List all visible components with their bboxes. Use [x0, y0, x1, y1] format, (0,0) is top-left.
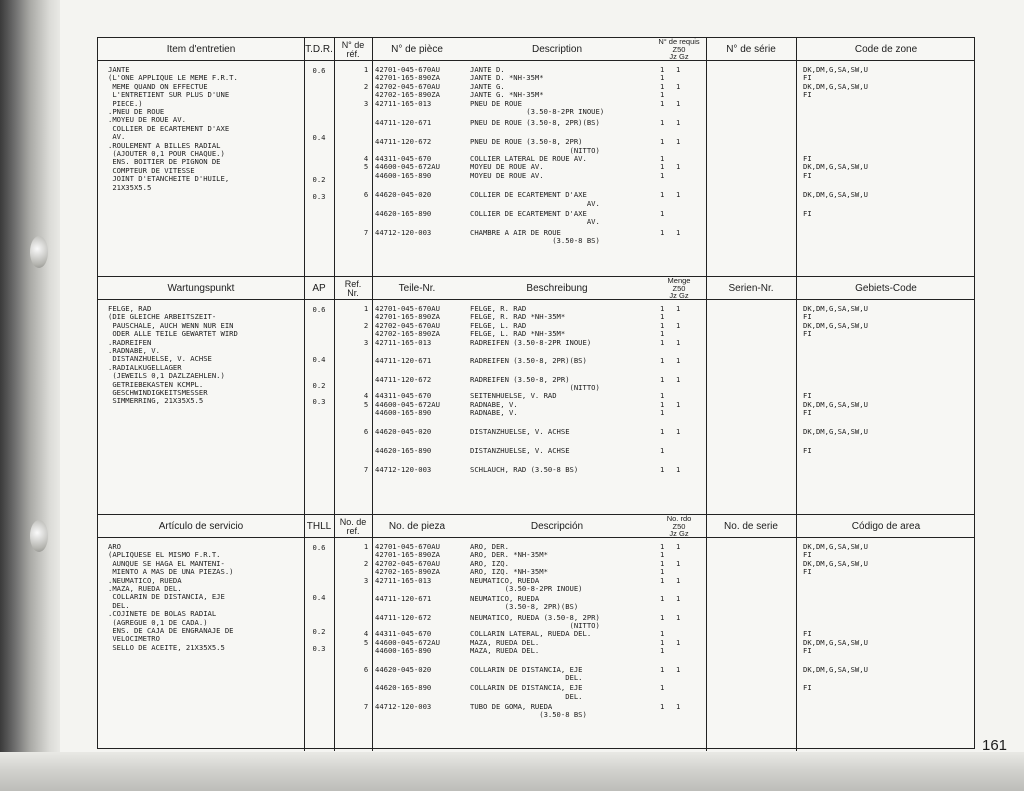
header-desc: Description — [531, 44, 583, 55]
zone-code: DK,DM,G,SA,SW,U — [803, 65, 868, 74]
qty-gz: 1 — [676, 701, 681, 711]
part-number: 44711-120-672 — [375, 612, 432, 622]
part-description: COLLARIN DE DISTANCIA, EJE — [470, 664, 583, 674]
ref-number: 2 — [363, 558, 369, 568]
part-description: PNEU DE ROUE (3.50-8, 2PR) — [470, 137, 583, 147]
part-description: ARO, IZQ. — [470, 558, 509, 568]
qty-gz: 1 — [676, 337, 681, 347]
qty-jz: 1 — [660, 329, 665, 339]
part-number: 44620-165-890 — [375, 208, 432, 218]
part-description: PNEU DE ROUE (3.50-8, 2PR)(BS) — [470, 117, 600, 127]
part-description: AV. — [470, 217, 600, 227]
interval-value: 0.2 — [312, 175, 326, 185]
zone-code: DK,DM,G,SA,SW,U — [803, 542, 868, 551]
header-qty-line: Jz Gz — [669, 291, 689, 301]
header-ref-line: réf. — [346, 48, 360, 59]
qty-gz: 1 — [676, 117, 681, 127]
qty-jz: 1 — [660, 90, 665, 100]
qty-jz: 1 — [660, 594, 665, 604]
qty-gz: 1 — [676, 227, 681, 237]
zone-code: FI — [803, 646, 812, 656]
part-number: 42711-165-013 — [375, 337, 432, 347]
qty-jz: 1 — [660, 550, 665, 560]
service-item-text: ARO (APLIQUESE EL MISMO F.R.T. AUNQUE SE HAGA EL MANTENI- MIENTO A MAS DE UNA PIEZAS.) .NEUMATICO, RUEDA .MAZA, RUEDA DEL. COLLARIN DE DISTANCIA, EJE DEL. .COJINETE DE BOLAS RADIAL (AGREGUE 0,1 DE CADA.) ENS. DE CAJA DE ENGRANAJE DE VELOCIMETRO SELLO DE ACEITE, 21X35X5.5 — [108, 542, 234, 652]
qty-jz: 1 — [660, 227, 665, 237]
qty-gz: 1 — [676, 664, 681, 674]
header-qty-line: Jz Gz — [669, 52, 689, 62]
service-item-text: FELGE, RAD (DIE GLEICHE ARBEITSZEIT- PAUSCHALE, AUCH WENN NUR EIN ODER ALLE TEILE GEWARTET WIRD .RADREIFEN .RADNABE, V. DISTANZHUELSE, V. ACHSE .RADIALKUGELLAGER (JEWEILS 0,1 DAZLZAEHLEN.) GETRIEBEKASTEN KCMPL. GESCHWINDIGKEITSMESSER SIMMERRING, 21X35X5.5 — [108, 304, 238, 406]
part-number: 42701-045-670AU — [375, 542, 440, 551]
part-number: 42711-165-013 — [375, 98, 432, 108]
qty-jz: 1 — [660, 137, 665, 147]
qty-jz: 1 — [660, 542, 665, 551]
header-service: Wartungspunkt — [167, 283, 235, 294]
column-divider — [706, 277, 707, 515]
qty-gz: 1 — [676, 558, 681, 568]
part-description: COLLIER DE ECARTEMENT D'AXE — [470, 190, 587, 200]
zone-code: FI — [803, 73, 812, 83]
column-divider — [372, 38, 373, 276]
qty-jz: 1 — [660, 701, 665, 711]
interval-value: 0.4 — [312, 133, 326, 143]
part-description: NEUMATICO, RUEDA — [470, 594, 540, 604]
qty-gz: 1 — [676, 637, 681, 647]
header-qty — [652, 38, 706, 61]
qty-gz: 1 — [676, 612, 681, 622]
part-number: 42701-045-670AU — [375, 65, 440, 74]
part-description: RADREIFEN (3.50-8, 2PR)(BS) — [470, 356, 587, 366]
part-description: RADNABE, V. — [470, 408, 518, 418]
part-description: DISTANZHUELSE, V. ACHSE — [470, 426, 570, 436]
part-description: COLLIER DE ECARTEMENT D'AXE — [470, 208, 587, 218]
part-description: ARO, DER. — [470, 542, 509, 551]
header-interval: AP — [312, 283, 326, 294]
qty-gz: 1 — [676, 304, 681, 313]
section-french — [98, 38, 974, 276]
header-serial: N° de série — [726, 44, 776, 55]
qty-jz: 1 — [660, 646, 665, 656]
column-divider — [334, 277, 335, 515]
part-number: 44600-045-672AU — [375, 637, 440, 647]
qty-gz: 1 — [676, 374, 681, 384]
zone-code: DK,DM,G,SA,SW,U — [803, 162, 868, 172]
zone-code: FI — [803, 550, 812, 560]
header-ref-line: ref. — [346, 525, 360, 536]
qty-jz: 1 — [660, 356, 665, 366]
qty-gz: 1 — [676, 356, 681, 366]
part-description: JANTE D. *NH-35M* — [470, 73, 544, 83]
header-service: Artículo de servicio — [158, 521, 244, 532]
part-description: JANTE D. — [470, 65, 505, 74]
qty-gz: 1 — [676, 426, 681, 436]
qty-jz: 1 — [660, 408, 665, 418]
part-description: DEL. — [470, 691, 583, 701]
ref-number: 1 — [363, 542, 369, 551]
header-zone: Código de area — [851, 521, 921, 532]
section-header — [98, 515, 974, 538]
qty-jz: 1 — [660, 664, 665, 674]
qty-gz: 1 — [676, 575, 681, 585]
header-interval: T.D.R. — [305, 44, 333, 55]
qty-jz: 1 — [660, 73, 665, 83]
qty-gz: 1 — [676, 137, 681, 147]
qty-jz: 1 — [660, 558, 665, 568]
qty-jz: 1 — [660, 98, 665, 108]
zone-code: FI — [803, 391, 812, 401]
part-number: 44620-045-020 — [375, 190, 432, 200]
header-ref — [334, 277, 372, 300]
qty-jz: 1 — [660, 629, 665, 639]
part-description: (3.50-8-2PR INOUE) — [470, 584, 583, 593]
part-description: COLLARIN DE DISTANCIA, EJE — [470, 683, 583, 693]
part-number: 42702-165-890ZA — [375, 90, 440, 100]
header-qty-line: Menge — [667, 276, 691, 286]
part-description: NEUMATICO, RUEDA (3.50-8, 2PR) — [470, 612, 600, 622]
ref-number: 7 — [363, 227, 369, 237]
part-description: DEL. — [470, 673, 583, 683]
section-header — [98, 277, 974, 300]
qty-jz: 1 — [660, 637, 665, 647]
header-qty-line: No. rdo — [666, 514, 692, 524]
qty-jz: 1 — [660, 465, 665, 475]
ref-number: 4 — [363, 629, 369, 639]
section-header — [98, 38, 974, 61]
header-qty-line: Z50 — [672, 283, 686, 293]
qty-jz: 1 — [660, 312, 665, 322]
qty-jz: 1 — [660, 374, 665, 384]
header-ref-line: N° de — [341, 39, 365, 50]
part-description: MOYEU DE ROUE AV. — [470, 162, 544, 172]
header-qty-line: Z50 — [672, 521, 686, 531]
part-description: SEITENHUELSE, V. RAD — [470, 391, 557, 401]
ref-number: 5 — [363, 637, 369, 647]
parts-table — [97, 37, 975, 749]
qty-jz: 1 — [660, 117, 665, 127]
part-number: 44620-045-020 — [375, 664, 432, 674]
part-number: 44620-165-890 — [375, 683, 432, 693]
zone-code: DK,DM,G,SA,SW,U — [803, 320, 868, 330]
part-number: 44600-045-672AU — [375, 162, 440, 172]
part-description: RADREIFEN (3.50-8-2PR INOUE) — [470, 337, 592, 347]
qty-jz: 1 — [660, 304, 665, 313]
part-description: MOYEU DE ROUE AV. — [470, 170, 544, 180]
header-zone: Gebiets-Code — [855, 283, 917, 294]
part-description: FELGE, R. RAD *NH-35M* — [470, 312, 566, 322]
part-description: RADNABE, V. — [470, 399, 518, 409]
ref-number: 1 — [363, 304, 369, 313]
part-description: (NITTO) — [470, 145, 600, 155]
qty-gz: 1 — [676, 98, 681, 108]
column-divider — [796, 38, 797, 276]
part-number: 42702-045-670AU — [375, 320, 440, 330]
part-number: 44311-045-670 — [375, 391, 432, 401]
header-interval: THLL — [306, 521, 332, 532]
interval-value: 0.2 — [312, 627, 326, 636]
column-divider — [796, 515, 797, 751]
part-number: 44620-045-020 — [375, 426, 432, 436]
interval-value: 0.3 — [312, 192, 326, 201]
qty-gz: 1 — [676, 65, 681, 74]
zone-code: DK,DM,G,SA,SW,U — [803, 426, 868, 436]
page-number: 161 — [982, 737, 1008, 754]
part-description: (3.50-8-2PR INOUE) — [470, 107, 605, 116]
zone-code: FI — [803, 208, 812, 218]
part-description: ARO, DER. *NH-35M* — [470, 550, 548, 560]
ref-number: 4 — [363, 154, 369, 164]
part-number: 42702-045-670AU — [375, 81, 440, 91]
zone-code: FI — [803, 408, 812, 418]
qty-jz: 1 — [660, 65, 665, 74]
qty-jz: 1 — [660, 575, 665, 585]
part-description: (3.50-8 BS) — [470, 236, 600, 246]
part-description: JANTE G. *NH-35M* — [470, 90, 544, 100]
interval-value: 0.2 — [312, 380, 326, 390]
zone-code: DK,DM,G,SA,SW,U — [803, 558, 868, 568]
part-number: 44711-120-672 — [375, 374, 432, 384]
part-description: (3.50-8, 2PR)(BS) — [470, 602, 579, 612]
header-part: No. de pieza — [388, 521, 446, 532]
part-number: 44311-045-670 — [375, 154, 432, 164]
zone-code: DK,DM,G,SA,SW,U — [803, 664, 868, 674]
binder-ring-top — [30, 236, 48, 268]
part-description: MAZA, RUEDA DEL. — [470, 646, 540, 656]
qty-gz: 1 — [676, 162, 681, 172]
qty-jz: 1 — [660, 612, 665, 622]
section-spanish — [98, 514, 974, 750]
part-number: 44711-120-672 — [375, 137, 432, 147]
part-description: MAZA, RUEDA DEL. — [470, 637, 540, 647]
header-qty-line: Z50 — [672, 44, 686, 54]
part-number: 44711-120-671 — [375, 356, 432, 366]
interval-value: 0.4 — [312, 593, 326, 603]
header-serial: Serien-Nr. — [728, 283, 774, 294]
part-description: AV. — [470, 198, 600, 208]
qty-jz: 1 — [660, 391, 665, 401]
interval-value: 0.6 — [312, 543, 326, 552]
header-qty — [652, 515, 706, 538]
column-divider — [372, 515, 373, 751]
binder-ring-bottom — [30, 520, 48, 552]
part-number: 44712-120-003 — [375, 227, 432, 237]
part-number: 44712-120-003 — [375, 465, 432, 475]
zone-code: FI — [803, 445, 812, 455]
part-description: FELGE, R. RAD — [470, 304, 527, 313]
part-description: FELGE, L. RAD *NH-35M* — [470, 329, 566, 339]
part-number: 42701-165-890ZA — [375, 550, 440, 560]
header-qty-line: Jz Gz — [669, 529, 689, 539]
header-desc: Descripción — [530, 521, 584, 532]
ref-number: 2 — [363, 320, 369, 330]
qty-jz: 1 — [660, 445, 665, 455]
qty-gz: 1 — [676, 594, 681, 604]
zone-code: FI — [803, 329, 812, 339]
qty-gz: 1 — [676, 399, 681, 409]
part-number: 42702-165-890ZA — [375, 567, 440, 577]
part-description: TUBO DE GOMA, RUEDA — [470, 701, 553, 711]
qty-jz: 1 — [660, 567, 665, 577]
interval-value: 0.3 — [312, 643, 326, 653]
ref-number: 1 — [363, 65, 369, 74]
ref-number: 3 — [363, 98, 369, 108]
ref-number: 6 — [363, 190, 369, 200]
zone-code: FI — [803, 90, 812, 100]
part-number: 44711-120-671 — [375, 117, 432, 127]
header-ref — [334, 515, 372, 538]
part-number: 44711-120-671 — [375, 594, 432, 604]
ref-number: 7 — [363, 701, 369, 711]
interval-value: 0.6 — [312, 305, 326, 314]
part-number: 42701-165-890ZA — [375, 73, 440, 83]
zone-code: DK,DM,G,SA,SW,U — [803, 637, 868, 647]
page-bottom-shadow — [0, 752, 1024, 791]
header-part: Teile-Nr. — [398, 283, 436, 294]
header-part: N° de pièce — [391, 44, 443, 55]
column-divider — [334, 515, 335, 751]
part-description: ARO, IZQ. *NH-35M* — [470, 567, 548, 577]
zone-code: FI — [803, 683, 812, 693]
header-ref — [334, 38, 372, 61]
qty-gz: 1 — [676, 465, 681, 475]
qty-gz: 1 — [676, 81, 681, 91]
part-number: 42711-165-013 — [375, 575, 432, 585]
part-description: (3.50-8 BS) — [470, 710, 587, 719]
header-ref-line: Nr. — [347, 287, 359, 298]
ref-number: 5 — [363, 162, 369, 172]
qty-gz: 1 — [676, 190, 681, 200]
qty-jz: 1 — [660, 399, 665, 409]
ref-number: 3 — [363, 575, 369, 585]
qty-jz: 1 — [660, 426, 665, 436]
ref-number: 4 — [363, 391, 369, 401]
qty-jz: 1 — [660, 154, 665, 164]
part-number: 44712-120-003 — [375, 701, 432, 711]
part-description: (NITTO) — [470, 382, 600, 392]
interval-value: 0.6 — [312, 66, 326, 75]
qty-jz: 1 — [660, 320, 665, 330]
ref-number: 5 — [363, 399, 369, 409]
part-number: 44600-165-890 — [375, 170, 432, 180]
column-divider — [706, 515, 707, 751]
part-description: DISTANZHUELSE, V. ACHSE — [470, 445, 570, 455]
header-service: Item d'entretien — [166, 44, 236, 55]
part-description: JANTE G. — [470, 81, 505, 91]
part-description: COLLARIN LATERAL, RUEDA DEL. — [470, 629, 592, 639]
header-zone: Code de zone — [854, 44, 918, 55]
service-item-text: JANTE (L'ONE APPLIQUE LE MEME F.R.T. MEME QUAND ON EFFECTUE L'ENTRETIENT SUR PLUS D'UNE PIECE.) .PNEU DE ROUE .MOYEU DE ROUE AV. COLLIER DE ECARTEMENT D'AXE AV. .ROULEMENT A BILLES RADIAL (AJOUTER 0,1 POUR CHAQUE.) ENS. BOITIER DE PIGNON DE COMPTEUR DE VITESSE JOINT D'ETANCHEITE D'HUILE, 21X35X5.5 — [108, 65, 238, 192]
part-description: CHAMBRE A AIR DE ROUE — [470, 227, 561, 237]
column-divider — [796, 277, 797, 515]
ref-number: 6 — [363, 664, 369, 674]
header-ref-line: No. de — [339, 516, 367, 527]
part-description: COLLIER LATERAL DE ROUE AV. — [470, 154, 587, 164]
ref-number: 2 — [363, 81, 369, 91]
ref-number: 3 — [363, 337, 369, 347]
ref-number: 6 — [363, 426, 369, 436]
part-description: PNEU DE ROUE — [470, 98, 522, 108]
section-german — [98, 276, 974, 514]
part-number: 44600-045-672AU — [375, 399, 440, 409]
column-divider — [334, 38, 335, 276]
qty-jz: 1 — [660, 683, 665, 693]
zone-code: FI — [803, 567, 812, 577]
header-ref-line: Ref. — [344, 278, 362, 289]
part-description: (NITTO) — [470, 620, 600, 630]
part-description: SCHLAUCH, RAD (3.50-8 BS) — [470, 465, 579, 475]
header-serial: No. de serie — [724, 521, 778, 532]
interval-value: 0.4 — [312, 355, 326, 365]
qty-jz: 1 — [660, 170, 665, 180]
qty-jz: 1 — [660, 190, 665, 200]
interval-value: 0.3 — [312, 397, 326, 407]
part-description: FELGE, L. RAD — [470, 320, 527, 330]
ref-number: 7 — [363, 465, 369, 475]
zone-code: DK,DM,G,SA,SW,U — [803, 190, 868, 200]
part-number: 44600-165-890 — [375, 408, 432, 418]
zone-code: FI — [803, 312, 812, 322]
qty-jz: 1 — [660, 337, 665, 347]
part-description: RADREIFEN (3.50-8, 2PR) — [470, 374, 570, 384]
binding-shadow — [0, 0, 60, 791]
part-number: 44600-165-890 — [375, 646, 432, 656]
part-number: 42701-165-890ZA — [375, 312, 440, 322]
part-description: NEUMATICO, RUEDA — [470, 575, 540, 585]
part-number: 42701-045-670AU — [375, 304, 440, 313]
column-divider — [706, 38, 707, 276]
part-number: 44620-165-890 — [375, 445, 432, 455]
qty-jz: 1 — [660, 162, 665, 172]
qty-jz: 1 — [660, 81, 665, 91]
zone-code: DK,DM,G,SA,SW,U — [803, 304, 868, 313]
zone-code: FI — [803, 629, 812, 639]
qty-jz: 1 — [660, 208, 665, 218]
header-qty — [652, 277, 706, 300]
zone-code: DK,DM,G,SA,SW,U — [803, 81, 868, 91]
zone-code: DK,DM,G,SA,SW,U — [803, 399, 868, 409]
zone-code: FI — [803, 154, 812, 164]
qty-gz: 1 — [676, 542, 681, 551]
qty-gz: 1 — [676, 320, 681, 330]
part-number: 42702-045-670AU — [375, 558, 440, 568]
zone-code: FI — [803, 170, 812, 180]
header-desc: Beschreibung — [526, 283, 588, 294]
column-divider — [372, 277, 373, 515]
header-qty-line: N° de requis — [658, 37, 700, 47]
part-number: 44311-045-670 — [375, 629, 432, 639]
part-number: 42702-165-890ZA — [375, 329, 440, 339]
